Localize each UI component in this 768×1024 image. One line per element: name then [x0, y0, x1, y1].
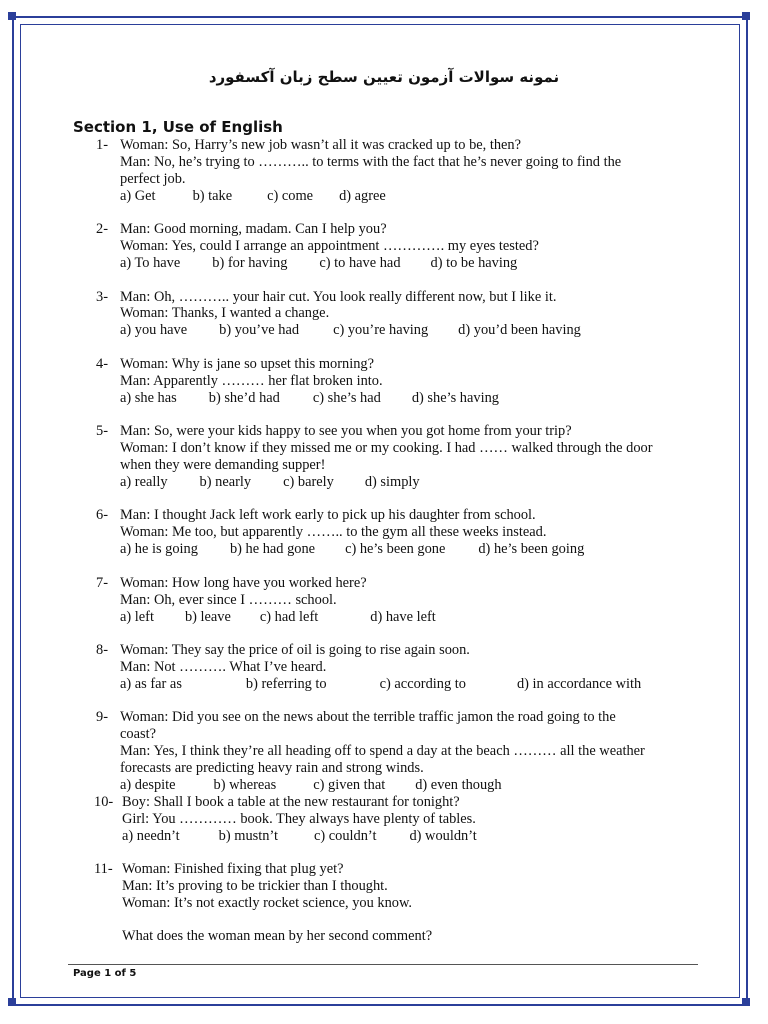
answer-option[interactable]: a) left [120, 608, 154, 625]
question-number: 5- [96, 423, 108, 440]
answer-option[interactable]: c) she’s had [312, 389, 381, 406]
answer-option[interactable]: a) needn’t [122, 827, 180, 844]
question-prompt: What does the woman mean by her second comment? [122, 928, 433, 945]
dialogue-line: perfect job. [120, 170, 186, 187]
answer-option[interactable]: c) to have had [319, 255, 401, 272]
answer-options [120, 390, 706, 407]
question-body [120, 289, 706, 340]
dialogue-line: coast? [120, 726, 156, 743]
answer-options [122, 828, 706, 845]
question-item [96, 861, 706, 945]
dialogue-line: Woman: So, Harry’s new job wasn’t all it was cracked up to be, then? [120, 137, 522, 153]
answer-option[interactable]: d) to be having [430, 255, 518, 272]
answer-option[interactable]: b) mustn’t [218, 827, 278, 844]
question-number: 8- [96, 642, 108, 658]
question-item [96, 507, 706, 558]
dialogue-line: Woman: Finished fixing that plug yet? [122, 861, 344, 878]
answer-option[interactable]: c) you’re having [333, 322, 429, 339]
question-number: 4- [96, 355, 108, 372]
answer-option[interactable]: b) for having [212, 255, 288, 272]
dialogue-line: Man: Good morning, madam. Can I help you? [120, 221, 387, 238]
question-body [120, 575, 706, 626]
dialogue-line: Woman: Me too, but apparently …….. to the gym all these weeks instead. [120, 524, 547, 541]
question-number: 2- [96, 221, 108, 238]
question-number: 9- [96, 709, 108, 726]
answer-option[interactable]: b) you’ve had [219, 322, 300, 339]
answer-option[interactable]: c) given that [313, 776, 386, 793]
answer-option[interactable]: d) wouldn’t [409, 827, 477, 844]
question-number: 11- [94, 861, 113, 878]
question-number: 1- [96, 137, 108, 153]
dialogue-line: Woman: I don’t know if they missed me or my cooking. I had …… walked through the door [120, 440, 653, 457]
answer-options [120, 609, 706, 626]
dialogue-line: Woman: How long have you worked here? [120, 574, 367, 591]
dialogue-line: Boy: Shall I book a table at the new restaurant for tonight? [122, 793, 460, 810]
answer-option[interactable]: c) he’s been gone [345, 541, 446, 558]
answer-option[interactable]: d) you’d been having [458, 322, 581, 339]
answer-option[interactable]: c) come [267, 187, 314, 204]
question-item [96, 642, 706, 693]
answer-option[interactable]: b) referring to [245, 675, 327, 692]
answer-options [120, 255, 706, 272]
dialogue-line: Man: It’s proving to be trickier than I thought. [122, 878, 388, 895]
answer-option[interactable]: a) To have [120, 255, 181, 272]
question-number: 3- [96, 288, 108, 305]
dialogue-line: Woman: They say the price of oil is going to rise again soon. [120, 642, 470, 658]
question-body [120, 137, 706, 205]
answer-option[interactable]: d) agree [339, 187, 386, 204]
answer-option[interactable]: a) he is going [120, 541, 198, 558]
page-number: Page 1 of 5 [73, 968, 137, 979]
dialogue-line: Girl: You ………… book. They always have plenty of tables. [122, 810, 476, 827]
dialogue-line: Woman: It’s not exactly rocket science, you know. [122, 894, 413, 911]
answer-option[interactable]: c) barely [283, 473, 334, 490]
answer-option[interactable]: a) Get [120, 187, 156, 204]
dialogue-line: Woman: Yes, could I arrange an appointment …………. my eyes tested? [120, 238, 539, 255]
dialogue-line: when they were demanding supper! [120, 456, 326, 473]
question-body [120, 356, 706, 407]
answer-options [120, 777, 706, 794]
dialogue-line: Man: Not ………. What I’ve heard. [120, 658, 327, 675]
question-body [120, 423, 706, 491]
answer-option[interactable]: b) take [192, 187, 233, 204]
question-item [96, 289, 706, 340]
answer-option[interactable]: a) despite [120, 776, 176, 793]
question-body [120, 507, 706, 558]
question-item [96, 423, 706, 491]
dialogue-line: Man: No, he’s trying to ……….. to terms with the fact that he’s never going to find the [120, 153, 622, 170]
answer-option[interactable]: b) he had gone [229, 541, 316, 558]
dialogue-line: Man: I thought Jack left work early to pick up his daughter from school. [120, 507, 536, 524]
answer-option[interactable]: c) had left [259, 608, 319, 625]
question-item [96, 356, 706, 407]
dialogue-line: Man: Oh, ever since I ……… school. [120, 591, 337, 608]
footer-divider [68, 964, 698, 965]
dialogue-line: Woman: Did you see on the news about the terrible traffic jamon the road going to the [120, 709, 616, 726]
question-item [96, 221, 706, 272]
answer-options [120, 474, 706, 491]
question-number: 7- [96, 574, 108, 591]
question-item [96, 709, 706, 794]
answer-options [120, 322, 706, 339]
question-number: 6- [96, 507, 108, 524]
question-body [122, 861, 706, 945]
answer-option[interactable]: a) really [120, 473, 168, 490]
dialogue-line: Woman: Why is jane so upset this morning? [120, 355, 374, 372]
answer-option[interactable]: c) couldn’t [313, 827, 377, 844]
answer-option[interactable]: b) leave [184, 608, 231, 625]
question-body [120, 221, 706, 272]
answer-option[interactable]: d) she’s having [411, 389, 499, 406]
question-body [120, 642, 706, 693]
dialogue-line: Man: Apparently ……… her flat broken into. [120, 372, 383, 389]
page-title: نمونه سوالات آزمون تعیین سطح زبان آکسفورد [208, 68, 560, 86]
dialogue-line: Man: So, were your kids happy to see you when you got home from your trip? [120, 423, 572, 440]
question-list [96, 137, 706, 962]
answer-option[interactable]: b) nearly [199, 473, 252, 490]
answer-options [120, 188, 706, 205]
question-item [96, 575, 706, 626]
dialogue-line: Woman: Thanks, I wanted a change. [120, 305, 330, 322]
question-item [96, 137, 706, 205]
answer-options [120, 676, 706, 693]
dialogue-line: forecasts are predicting heavy rain and strong winds. [120, 760, 424, 777]
answer-option[interactable]: d) he’s been going [478, 541, 585, 558]
answer-option[interactable]: d) simply [364, 473, 420, 490]
answer-option[interactable]: d) even though [415, 776, 502, 793]
dialogue-line: Man: Yes, I think they’re all heading off to spend a day at the beach ……… all the weather [120, 743, 645, 760]
answer-option[interactable]: b) she’d had [208, 389, 280, 406]
answer-option[interactable]: a) as far as [120, 675, 182, 692]
answer-option[interactable]: a) she has [120, 389, 177, 406]
answer-option[interactable]: d) have left [370, 608, 436, 625]
answer-option[interactable]: a) you have [120, 322, 188, 339]
answer-option[interactable]: c) according to [379, 675, 466, 692]
question-item [96, 794, 706, 845]
section-heading: Section 1, Use of English [73, 118, 283, 136]
question-body [122, 794, 706, 845]
answer-option[interactable]: b) whereas [213, 776, 277, 793]
question-number: 10- [94, 793, 114, 810]
answer-option[interactable]: d) in accordance with [516, 675, 642, 692]
dialogue-line: Man: Oh, ……….. your hair cut. You look really different now, but I like it. [120, 288, 557, 305]
question-body [120, 709, 706, 794]
answer-options [120, 541, 706, 558]
